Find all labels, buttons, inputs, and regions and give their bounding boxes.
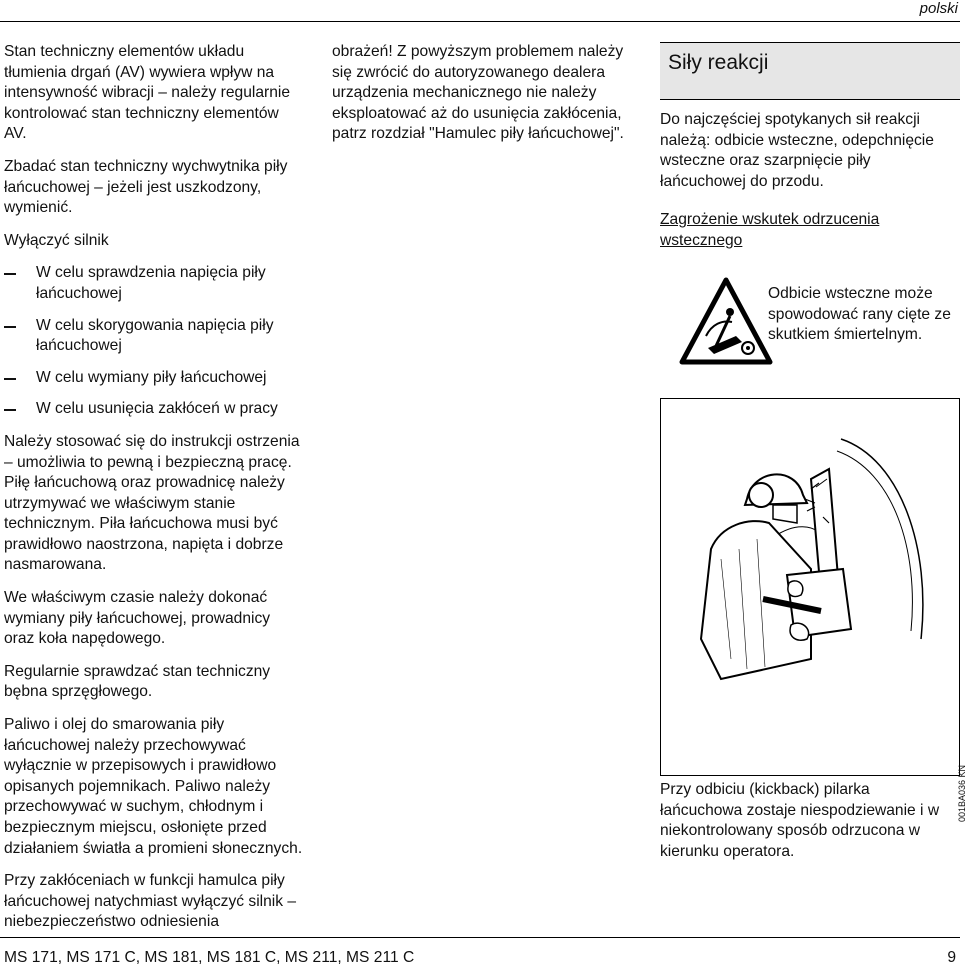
reaction-forces-text <box>660 110 958 264</box>
section-title: Siły reakcji <box>668 51 769 74</box>
brake-fault-highlight: niebezpieczeństwo odniesienia <box>4 913 219 931</box>
brake-fault-rest: Przy zakłóceniach w funkcji hamulca piły łańcuchowej natychmiast wyłączyć silnik – <box>4 872 297 910</box>
sharpening-rest: – umożliwia to pewną i bezpieczną pracę. Piłę łańcuchową oraz prowadnicę należy utrzymywać we właściwym stanie technicznym. Piła łańcuchowa musi być prawidłowo naostrzona, napięta i dobrze nasmarowana. <box>4 453 292 574</box>
engine-off-list <box>4 263 304 420</box>
language-label: polski <box>919 0 958 17</box>
av-paragraph: Stan techniczny elementów układu tłumienia drgań (AV) wywiera wpływ na intensywność wibracji – należy regularnie kontrolować stan techniczny elementów AV. <box>4 43 291 143</box>
model-list: MS 171, MS 171 C, MS 181, MS 181 C, MS 211, MS 211 C <box>4 949 415 966</box>
illustration-code: 001BA036 KN <box>957 765 967 823</box>
catcher-paragraph <box>4 157 304 219</box>
illustration-caption: Przy odbiciu (kickback) pilarka łańcuchowa zostaje niespodziewanie i w niekontrolowany sposób odrzucona w kierunku operatora. <box>660 781 940 860</box>
kickback-subheading <box>660 210 958 251</box>
engine-off-heading <box>4 231 304 252</box>
section-heading <box>660 42 960 100</box>
catcher-highlight: Zbadać stan techniczny wychwytnika piły łańcuchowej <box>4 157 288 196</box>
left-column <box>4 42 304 945</box>
warning-block <box>660 276 960 376</box>
kickback-subheading-text: Zagrożenie wskutek odrzucenia wstecznego <box>660 211 880 249</box>
sharpening-highlight: Należy stosować się do instrukcji ostrzenia <box>4 432 300 450</box>
page-language-header <box>0 0 960 22</box>
operator-chainsaw-drawing <box>661 399 959 775</box>
engine-off-label: Wyłączyć silnik <box>4 231 109 249</box>
warning-text: Odbicie wsteczne może spowodować rany cięte ze skutkiem śmiertelnym. <box>768 285 951 344</box>
list-item: W celu sprawdzenia napięcia piły łańcuchowej <box>4 263 304 304</box>
reaction-forces-intro: Do najczęściej spotykanych sił reakcji należą: odbicie wsteczne, odepchnięcie wsteczne oraz szarpnięcie piły łańcuchowej do przodu. <box>660 111 934 190</box>
list-item: W celu wymiany piły łańcuchowej <box>4 368 304 389</box>
catcher-rest: – jeżeli jest uszkodzony, wymienić. <box>4 178 262 217</box>
fuel-storage-paragraph: Paliwo i olej do smarowania piły łańcuchowej należy przechowywać wyłącznie w przepisowych i prawidłowo opisanych pojemnikach. Paliwo należy przechowywać w suchym, chłodnym i bezpiecznym miejscu, osłonięte przed działaniem światła a promieni słonecznych. <box>4 716 303 857</box>
replacement-paragraph: We właściwym czasie należy dokonać wymiany piły łańcuchowej, prowadnicy oraz koła napędowego. <box>4 589 271 648</box>
page-footer <box>0 937 960 971</box>
injury-highlight: obrażeń! <box>332 43 393 60</box>
list-item: W celu usunięcia zakłóceń w pracy <box>4 399 304 420</box>
warning-triangle-icon <box>678 276 774 366</box>
brake-fault-paragraph <box>4 871 304 933</box>
dealer-paragraph <box>332 42 632 145</box>
list-item: W celu skorygowania napięcia piły łańcuchowej <box>4 316 304 357</box>
page-number: 9 <box>947 949 956 966</box>
sharpening-paragraph <box>4 432 304 576</box>
middle-column <box>332 42 632 157</box>
dealer-rest: Z powyższym problemem należy się zwrócić do autoryzowanego dealera urządzenia mechanicznego nie należy eksploatować aż do usunięcia zakłócenia, patrz rozdział "Hamulec piły łańcuchowej". <box>332 43 624 143</box>
clutch-drum-paragraph: Regularnie sprawdzać stan techniczny bębna sprzęgłowego. <box>4 662 271 701</box>
